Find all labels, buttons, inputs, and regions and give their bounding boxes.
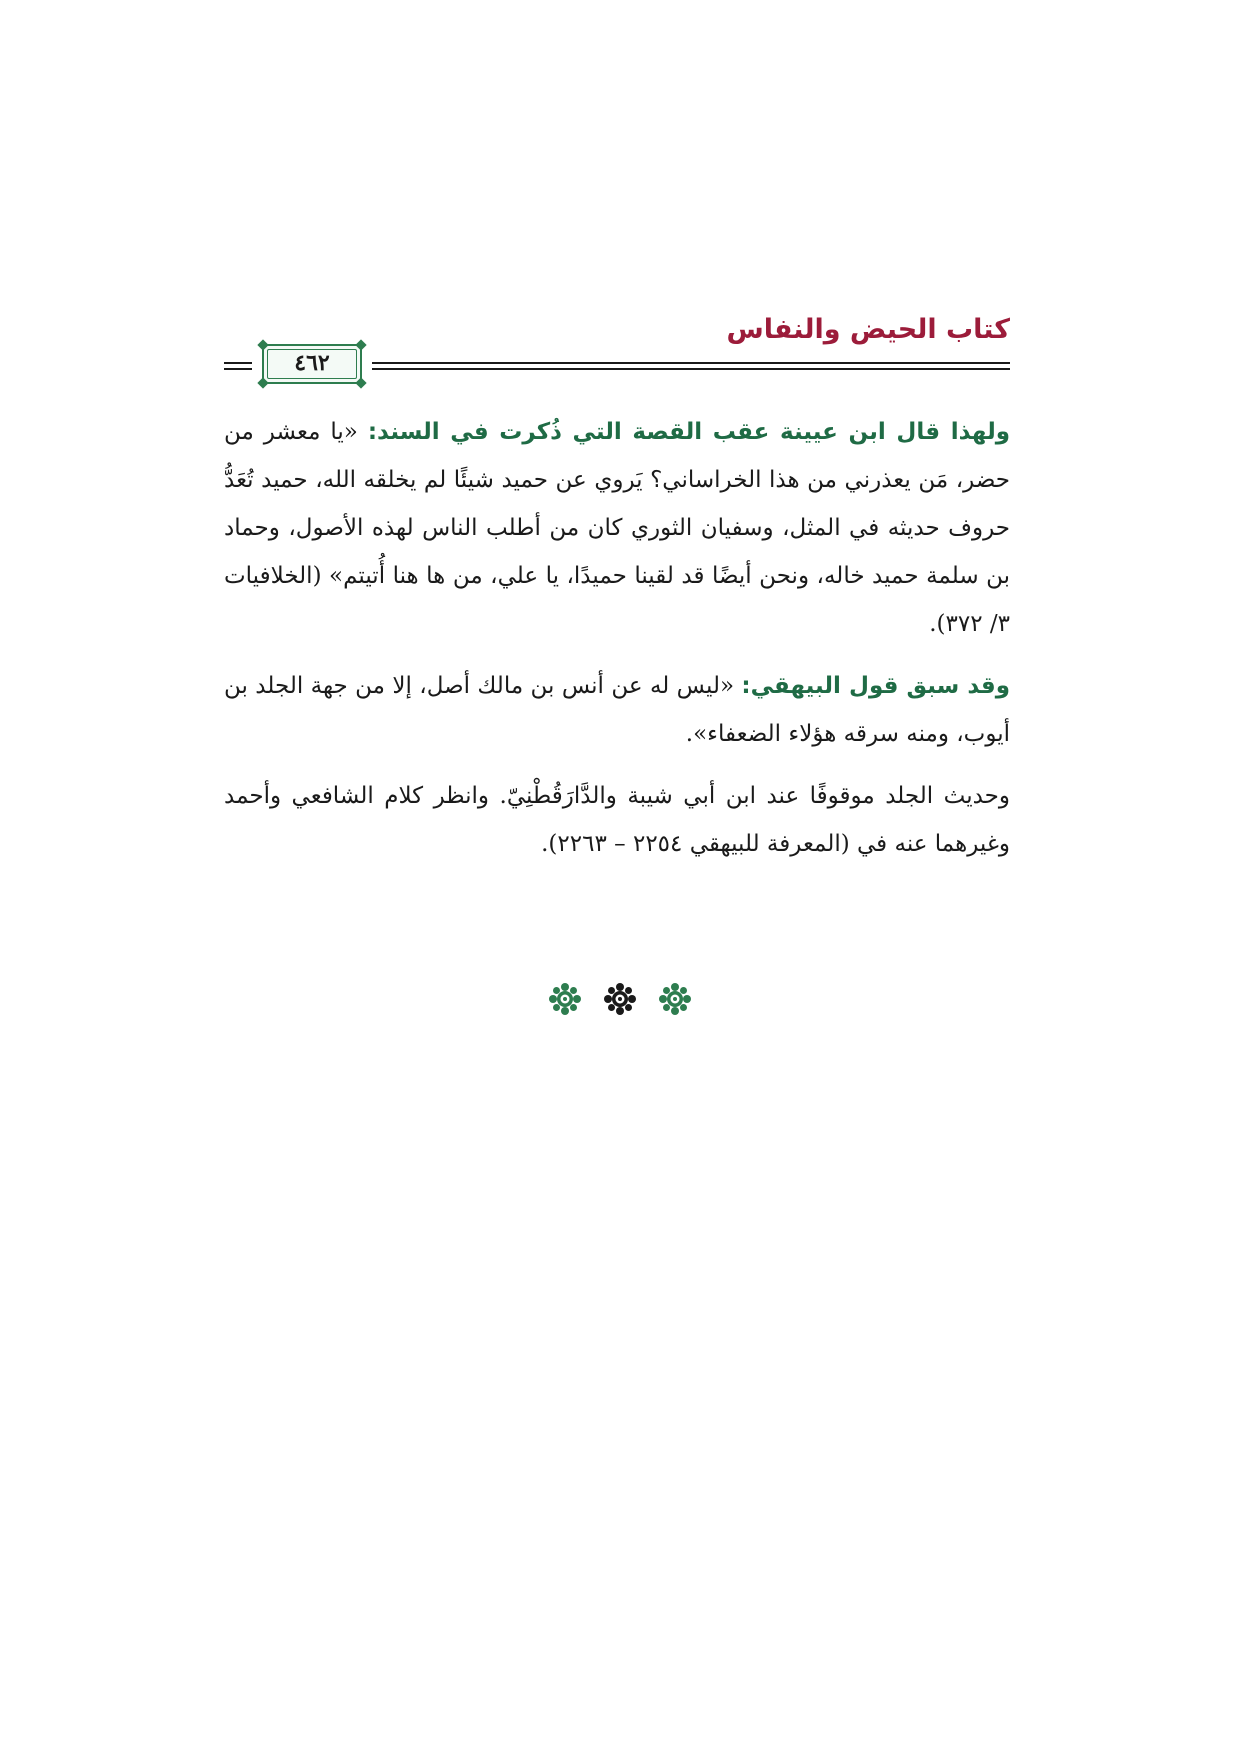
paragraph xyxy=(224,772,1010,868)
section-end-ornaments xyxy=(0,982,1240,1016)
page-number-frame xyxy=(262,344,362,384)
header-rule-short xyxy=(224,362,252,364)
page-number: ٤٦٢ xyxy=(294,350,330,376)
paragraph-text: «يا معشر من حضر، مَن يعذرني من هذا الخراساني؟ يَروي عن حميد شيئًا لم يخلقه الله، حميد تُعَدُّ حروف حديثه في المثل، وسفيان الثوري كان من أطلب الناس لهذه الأصول، وحماد بن سلمة حميد خاله، ونحن أيضًا قد لقينا حميدًا، يا علي، من ها هنا أُتيتم» (الخلافيات ٣/ ٣٧٢). xyxy=(224,419,1010,637)
flower-ornament-icon xyxy=(658,982,692,1016)
frame-corner-icon xyxy=(355,377,366,388)
header-rule-short xyxy=(224,368,252,370)
paragraph-text: «ليس له عن أنس بن مالك أصل، إلا من جهة الجلد بن أيوب، ومنه سرقه هؤلاء الضعفاء». xyxy=(224,673,1010,747)
paragraph-text: وحديث الجلد موقوفًا عند ابن أبي شيبة والدَّارَقُطْنِيّ. وانظر كلام الشافعي وأحمد وغيرهما عنه في (المعرفة للبيهقي ٢٢٥٤ – ٢٢٦٣). xyxy=(224,783,1010,857)
paragraph-lead: ولهذا قال ابن عيينة عقب القصة التي ذُكرت في السند: xyxy=(367,419,1010,445)
frame-corner-icon xyxy=(355,339,366,350)
header-rule xyxy=(372,368,1010,370)
paragraph xyxy=(224,662,1010,758)
page-header xyxy=(224,312,1010,386)
header-rule xyxy=(372,362,1010,364)
flower-ornament-icon xyxy=(603,982,637,1016)
frame-corner-icon xyxy=(257,339,268,350)
main-content xyxy=(224,408,1010,882)
book-title: كتاب الحيض والنفاس xyxy=(726,314,1010,345)
paragraph xyxy=(224,408,1010,648)
frame-corner-icon xyxy=(257,377,268,388)
paragraph-lead: وقد سبق قول البيهقي: xyxy=(741,673,1010,699)
flower-ornament-icon xyxy=(548,982,582,1016)
